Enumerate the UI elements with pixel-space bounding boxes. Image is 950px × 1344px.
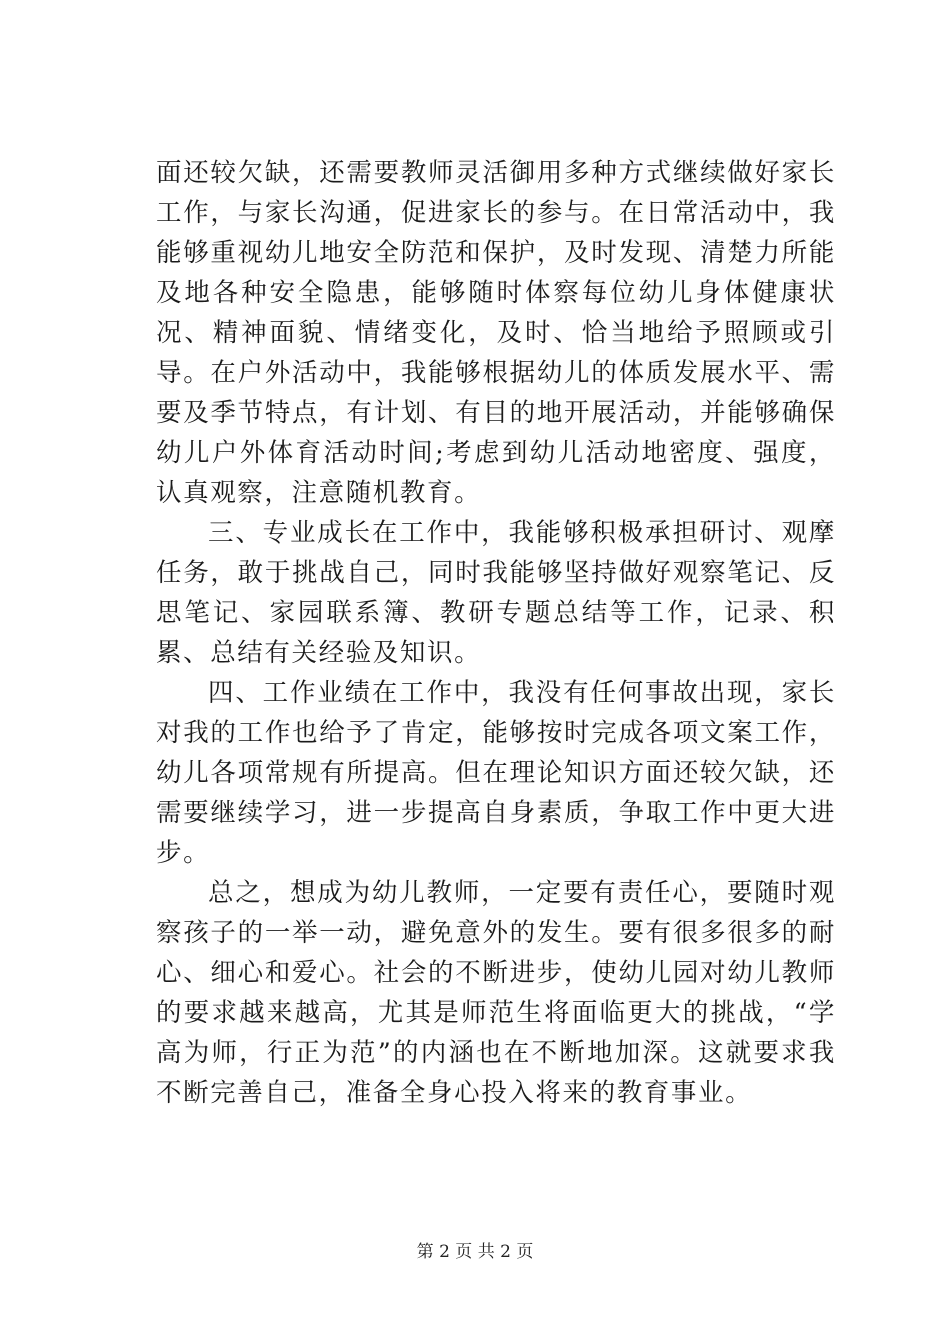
page-number-footer: 第 2 页 共 2 页: [416, 1242, 534, 1262]
paragraph-continuation: 面还较欠缺，还需要教师灵活御用多种方式继续做好家长工作，与家长沟通，促进家长的参与。在日常活动中，我能够重视幼儿地安全防范和保护，及时发现、清楚力所能及地各种安全隐患，能够随时体察每位幼儿身体健康状况、精神面貌、情绪变化，及时、恰当地给予照顾或引导。在户外活动中，我能够根据幼儿的体质发展水平、需要及季节特点，有计划、有目的地开展活动，并能够确保幼儿户外体育活动时间;考虑到幼儿活动地密度、强度，认真观察，注意随机教育。: [156, 158, 836, 508]
document-body: [156, 153, 836, 1113]
paragraph-work-performance: 四、工作业绩在工作中，我没有任何事故出现，家长对我的工作也给予了肯定，能够按时完成各项文案工作，幼儿各项常规有所提高。但在理论知识方面还较欠缺，还需要继续学习，进一步提高自身素质，争取工作中更大进步。: [156, 678, 836, 868]
paragraph-conclusion: 总之，想成为幼儿教师，一定要有责任心，要随时观察孩子的一举一动，避免意外的发生。要有很多很多的耐心、细心和爱心。社会的不断进步，使幼儿园对幼儿教师的要求越来越高，尤其是师范生将面临更大的挑战，“学高为师，行正为范”的内涵也在不断地加深。这就要求我不断完善自己，准备全身心投入将来的教育事业。: [156, 878, 836, 1108]
paragraph-professional-growth: 三、专业成长在工作中，我能够积极承担研讨、观摩任务，敢于挑战自己，同时我能够坚持做好观察笔记、反思笔记、家园联系簿、教研专题总结等工作，记录、积累、总结有关经验及知识。: [156, 518, 836, 668]
